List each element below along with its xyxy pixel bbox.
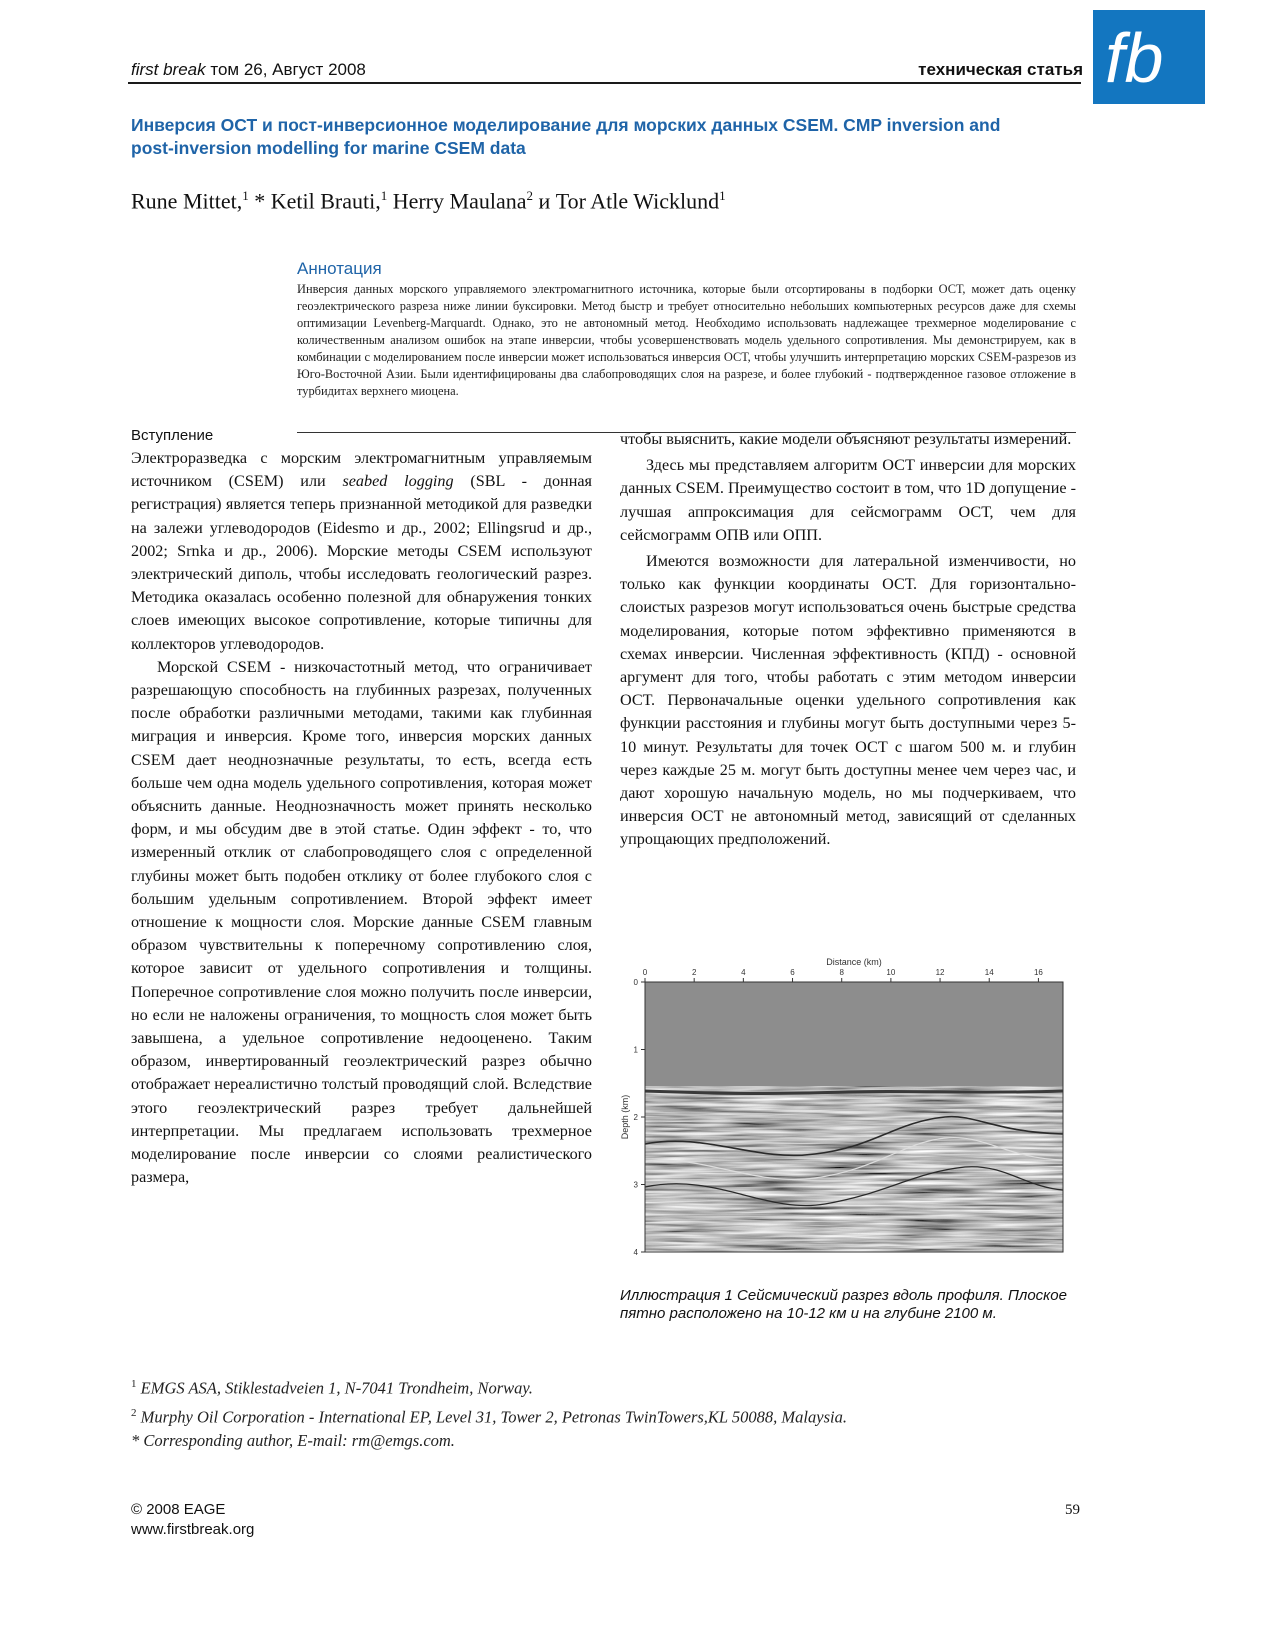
affiliation-mark: 1 <box>719 188 726 203</box>
right-column <box>620 428 1076 852</box>
intro-paragraph-2: Морской CSEM - низкочастотный метод, что ограничивает разрешающую способность на глубинных разрезах, полученных после обработки различными методами, такими как глубинная миграция и инверсия. Кроме того, инверсия морских данных CSEM дает неоднозначные результаты, то есть, всегда есть больше чем одна модель удельного сопротивления, которая может объяснить данные. Неоднозначность может принять несколько форм, и мы обсудим две в этой статье. Один эффект - то, что измеренный отклик от слабопроводящего слоя с определенной глубины может быть подобен отклику от более глубокого слоя с большим удельным сопротивлением. Второй эффект имеет отношение к мощности слоя. Морские данные CSEM главным образом чувствительны к поперечному сопротивлению слоя, которое зависит от удельного сопротивления и толщины. Поперечное сопротивление слоя можно получить после инверсии, но если не наложены ограничения, то мощность слоя может быть завышена, а удельное сопротивление недооценено. Таким образом, инвертированный геоэлектрический разрез обычно отображает нереалистично толстый проводящий слой. Вследствие этого геоэлектрический разрез требует дальнейшей интерпретации. Мы предлагаем использовать трехмерное моделирование после инверсии со слоями реалистического размера, <box>131 657 592 1187</box>
abstract-text: Инверсия данных морского управляемого электромагнитного источника, которые были отсортированы в подборки ОСТ, может дать оценку геоэлектрического разреза ниже линии буксировки. Метод быстр и требует относительно небольших компьютерных ресурсов даже для схемы оптимизации Levenberg-Marquardt. Однако, это не автономный метод. Необходимо использовать надлежащее трехмерное моделирование с количественным анализом ошибок на этапе инверсии, чтобы усовершенствовать модель удельного сопротивления. Мы демонстрируем, как в комбинации с моделированием после инверсии может использоваться инверсия ОСТ, чтобы улучшить интерпретацию морских CSEM-разрезов из Юго-Восточной Азии. Были идентифицированы два слабопроводящих слоя на разрезе, и более глубокий - подтвержденное газовое отложение в турбидитах верхнего миоцена. <box>297 282 1076 398</box>
affiliation-mark: 2 <box>526 188 533 203</box>
header-divider <box>128 82 1081 84</box>
copyright: © 2008 EAGE <box>131 1501 226 1518</box>
intro-paragraph-4: Здесь мы представляем алгоритм ОСТ инверсии для морских данных CSEM. Преимущество состоит в том, что 1D допущение - лучшая аппроксимация для сейсмограмм ОСТ, чем для сейсмограмм ОПВ или ОПП. <box>620 456 1076 544</box>
x-tick-label: 6 <box>790 968 795 977</box>
seismic-section-figure <box>620 955 1076 1285</box>
plot-area <box>634 968 1063 1257</box>
x-tick-label: 14 <box>984 968 994 977</box>
article-title: Инверсия ОСТ и пост-инверсионное моделирование для морских данных CSEM. CMP inversion and post-inversion modelling for marine CSEM data <box>131 115 1001 158</box>
y-tick-label: 3 <box>633 1180 638 1190</box>
author-name: Herry Maulana <box>392 188 527 214</box>
x-tick-label: 4 <box>741 968 746 977</box>
x-tick-label: 0 <box>642 968 648 977</box>
author-name: Tor Atle Wicklund <box>555 188 720 214</box>
x-tick-label: 10 <box>886 968 896 977</box>
author-name: Ketil Brauti, <box>270 188 381 214</box>
y-axis-label: Depth (km) <box>620 1094 630 1140</box>
footnote-corresponding: * Corresponding author, E-mail: rm@emgs.com. <box>131 1431 455 1450</box>
intro-paragraph-1: Электроразведка с морским электромагнитным управляемым источником (CSEM) или seabed logging (SBL - донная регистрация) является теперь признанной методикой для разведки на залежи углеводородов (Eidesmo и др., 2002; Ellingsrud и др., 2002; Srnka и др., 2006). Морские методы CSEM используют электрический диполь, чтобы исследовать геологический разрез. Методика оказалась особенно полезной для обнаружения тонких слоев имеющих высокое сопротивление, которые типичны для коллекторов углеводородов. <box>131 449 593 653</box>
y-axis-ticks <box>634 978 645 1257</box>
left-column <box>131 447 592 1190</box>
fb-logo-mark <box>1093 10 1205 104</box>
y-tick-label: 0 <box>633 978 638 987</box>
seabed-reflector <box>645 1091 1063 1094</box>
section-label: техническая статья <box>918 60 1083 79</box>
fb-logo <box>1093 10 1205 104</box>
footnote-2: $^2$ Murphy Oil Corporation - International EP, Level 31, Tower 2, Petronas TwinTowers,KL 50088, Malaysia. <box>131 1406 847 1426</box>
x-tick-label: 2 <box>691 968 697 977</box>
intro-heading: Вступление <box>131 427 214 444</box>
intro-paragraph-3: чтобы выяснить, какие модели объясняют результаты измерений. <box>620 430 1072 448</box>
y-tick-label: 4 <box>633 1248 638 1257</box>
y-tick-label: 2 <box>633 1113 638 1122</box>
author-separator: * <box>248 188 271 214</box>
footnotes <box>131 1372 1091 1453</box>
y-tick-label: 1 <box>633 1045 638 1055</box>
seismic-section-plot <box>620 955 1076 1285</box>
x-tick-label: 16 <box>1033 968 1043 977</box>
footer-left <box>131 1500 254 1540</box>
italic-term: seabed logging <box>342 472 454 491</box>
x-tick-label: 8 <box>839 968 844 977</box>
page-number: 59 <box>1065 1502 1080 1518</box>
x-axis-ticks <box>643 968 1044 982</box>
affiliation-mark: 1 <box>242 188 249 203</box>
figure-caption: Иллюстрация 1 Сейсмический разрез вдоль профиля. Плоское пятно расположено на 10-12 км и на глубине 2100 м. <box>620 1287 1067 1322</box>
intro-paragraph-5: Имеются возможности для латеральной изменчивости, но только как функции координаты ОСТ. Для горизонтально-слоистых разрезов могут использоваться очень быстрые средства моделирования, которые потом эффективно применяются в схемах инверсии. Численная эффективность (КПД) - основной аргумент для того, чтобы работать с этим методом инверсии ОСТ. Первоначальные оценки удельного сопротивления как функции расстояния и глубины могут быть доступными через 5-10 минут. Результаты для точек ОСТ с шагом 500 м. и глубин через каждые 25 м. могут быть доступны менее чем через час, и дают хорошую начальную модель, но мы подчеркиваем, что инверсия ОСТ не автономный метод, зависящий от сделанных упрощающих предположений. <box>620 552 1076 849</box>
abstract-heading: Аннотация <box>297 259 382 278</box>
website-link[interactable]: www.firstbreak.org <box>131 1521 255 1538</box>
author-name: Rune Mittet, <box>131 188 243 214</box>
fb-logo-text: fb <box>1105 19 1164 97</box>
footnote-1: $^1$ EMGS ASA, Stiklestadveien 1, N-7041 Trondheim, Norway. <box>131 1378 533 1398</box>
x-axis-label: Distance (km) <box>826 957 882 967</box>
x-tick-label: 12 <box>935 968 945 977</box>
author-separator: и <box>532 188 556 214</box>
affiliation-mark: 1 <box>380 188 388 203</box>
journal-name: first break <box>131 60 206 79</box>
author-list <box>131 188 726 214</box>
journal-issue-line <box>131 60 366 80</box>
issue-info: том 26, Август 2008 <box>205 60 366 79</box>
